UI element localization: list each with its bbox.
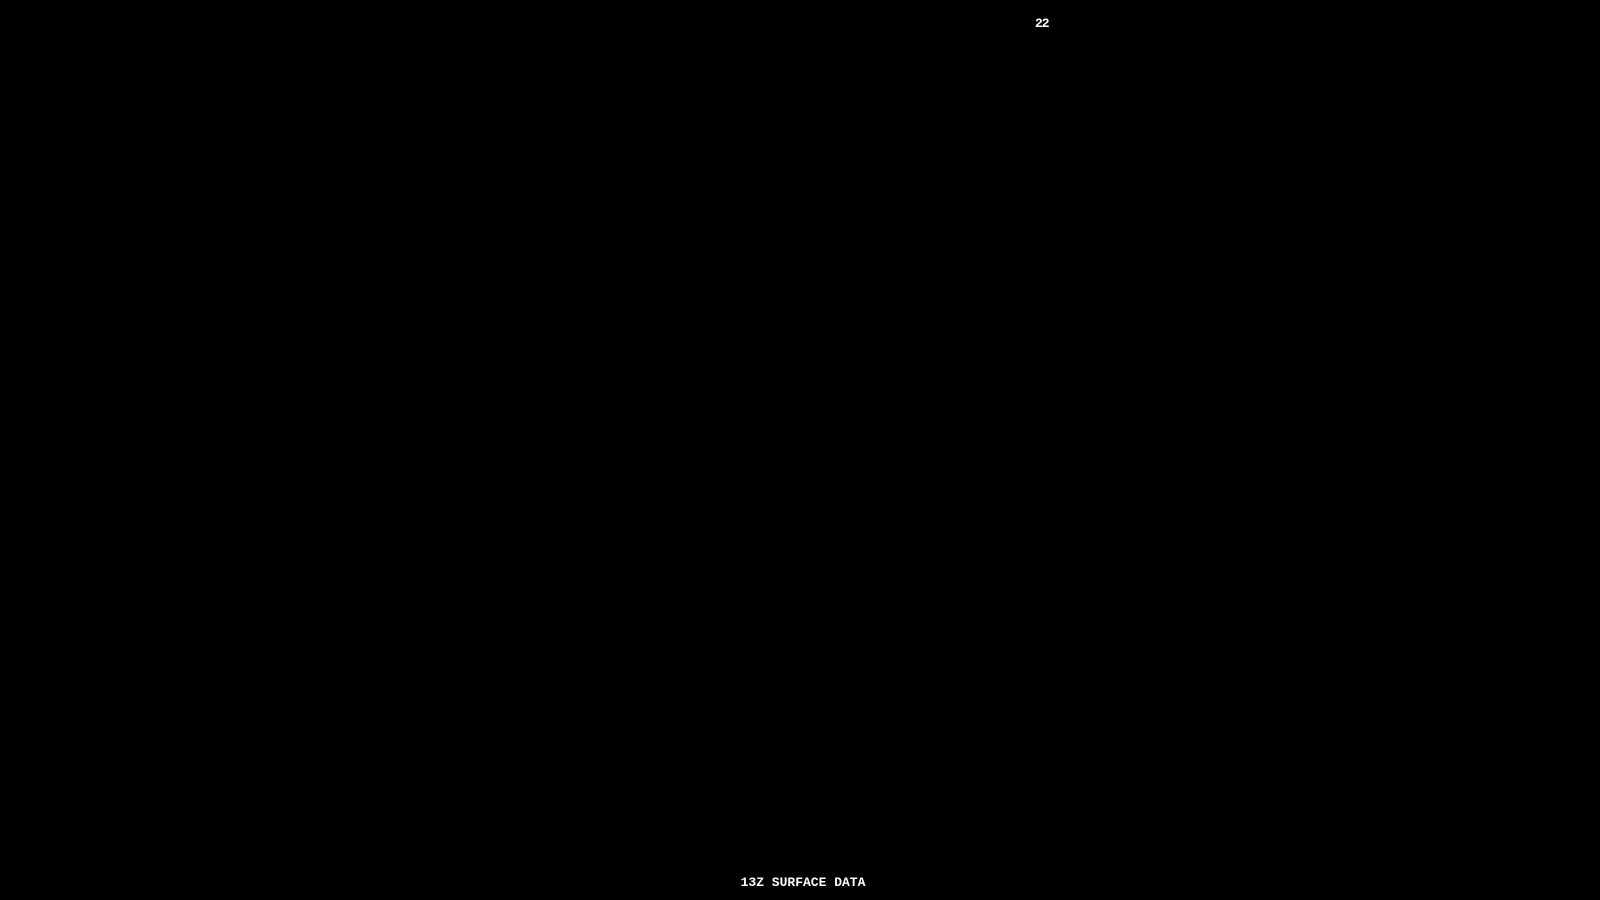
product-title: 13Z SURFACE DATA bbox=[740, 875, 866, 890]
station-value: 22 bbox=[1035, 16, 1049, 31]
